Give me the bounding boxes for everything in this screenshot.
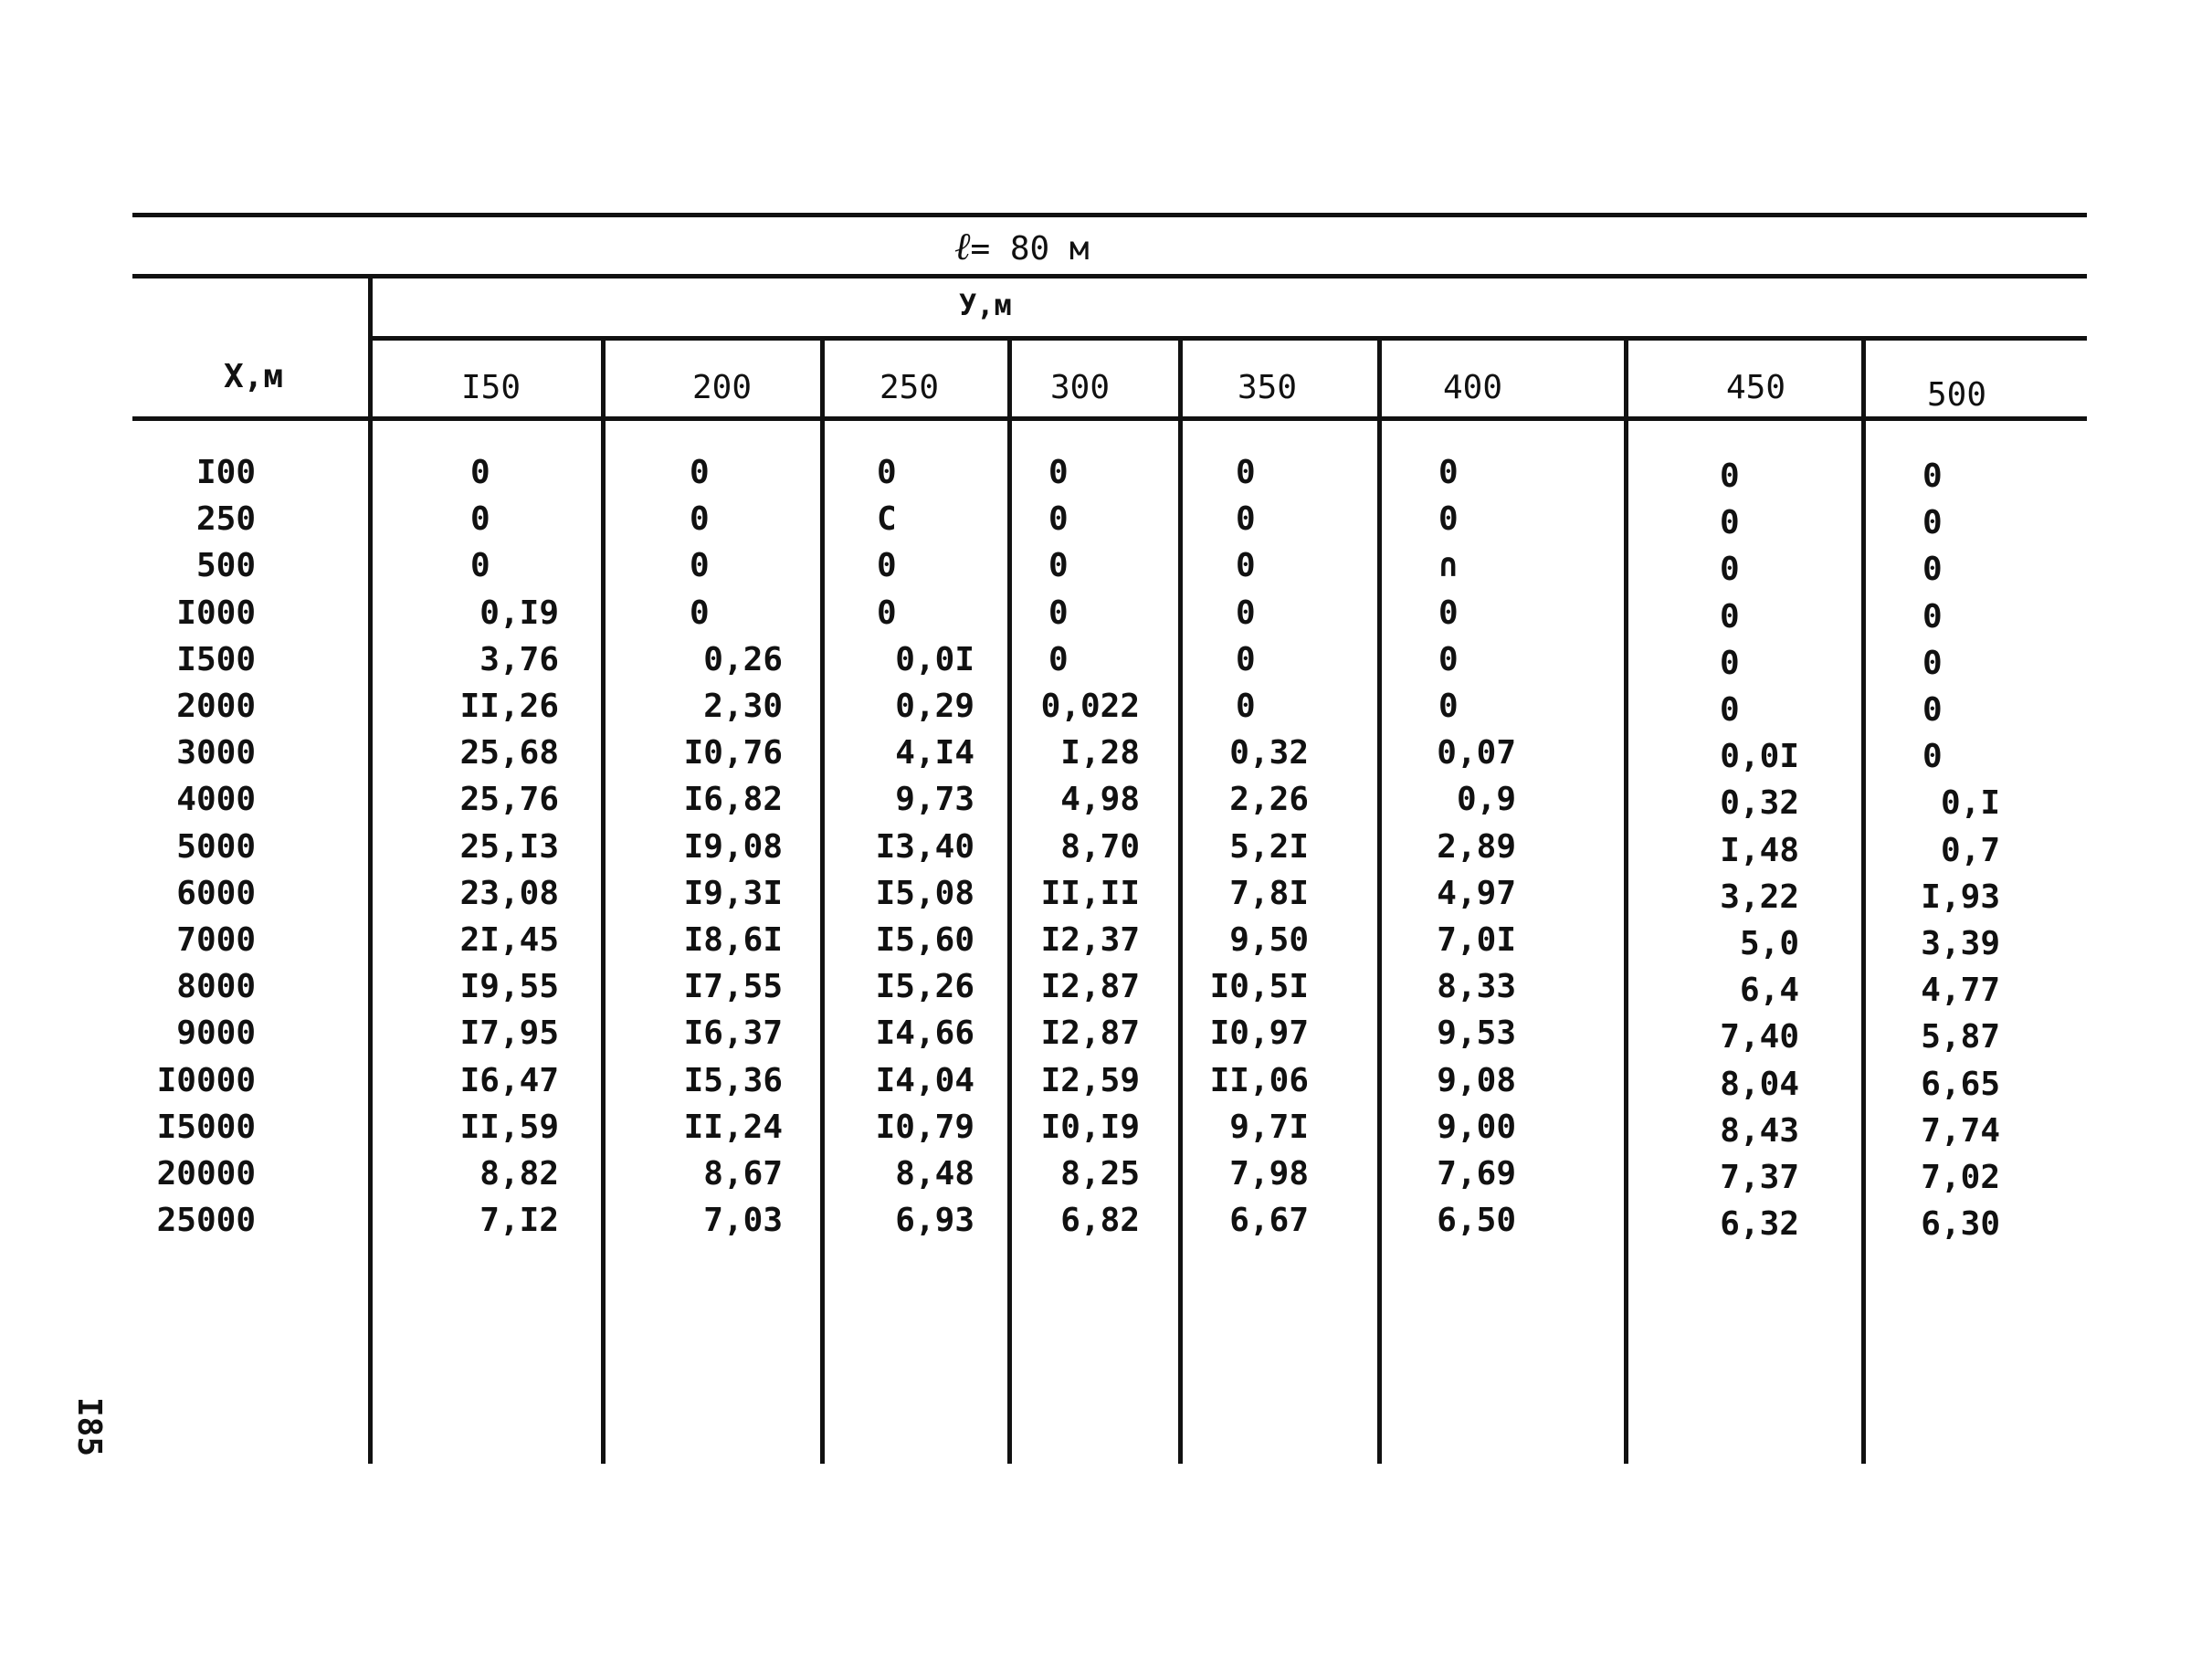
row-x-value: 25000 — [156, 1202, 256, 1240]
table-cell: 6,93 — [895, 1202, 974, 1240]
table-cell: I2,87 — [1040, 968, 1140, 1006]
table-title — [954, 224, 1090, 269]
table-cell: 0 — [690, 454, 710, 491]
title-rest: = 80 м — [970, 230, 1090, 268]
table-cell: I0,I9 — [1040, 1108, 1140, 1146]
table-cell: 2,89 — [1437, 827, 1516, 866]
table-cell: I5,60 — [875, 921, 974, 959]
table-cell: 0 — [1720, 551, 1740, 589]
table-cell: 9,00 — [1437, 1108, 1516, 1146]
table-cell: 0 — [1438, 640, 1459, 678]
table-cell: 0,I9 — [479, 594, 559, 632]
table-cell: 7,I2 — [479, 1202, 559, 1240]
table-cell: 4,97 — [1437, 874, 1516, 912]
table-cell: 6,67 — [1229, 1202, 1309, 1240]
table-cell: 7,98 — [1229, 1155, 1309, 1193]
row-x-value: 2000 — [176, 688, 256, 725]
row-x-value: 5000 — [176, 827, 256, 866]
table-cell: 8,67 — [703, 1155, 783, 1193]
table-cell: I,93 — [1921, 878, 2000, 916]
column-header: 300 — [1050, 369, 1111, 406]
table-cell: 0 — [1048, 640, 1069, 678]
table-cell: I,48 — [1720, 831, 1799, 869]
title-rule — [132, 274, 2087, 278]
table-cell: 0,7 — [1940, 831, 2000, 869]
table-cell: I2,59 — [1040, 1061, 1140, 1099]
table-cell: 0 — [877, 547, 897, 585]
table-cell: 6,50 — [1437, 1202, 1516, 1240]
table-cell: 0,022 — [1040, 688, 1140, 725]
table-cell: 8,48 — [895, 1155, 974, 1193]
row-x-value: 20000 — [156, 1155, 256, 1193]
table-cell: 0 — [1236, 500, 1256, 539]
table-cell: II,26 — [459, 688, 559, 725]
row-x-value: 4000 — [176, 781, 256, 819]
table-cell: 0 — [1720, 504, 1740, 542]
table-cell: 0 — [877, 594, 897, 632]
table-cell: I,28 — [1060, 734, 1140, 772]
row-x-value: I0000 — [156, 1061, 256, 1099]
table-cell: 0 — [1236, 547, 1256, 585]
table-cell: I3,40 — [875, 827, 974, 866]
table-cell: 7,37 — [1720, 1159, 1799, 1196]
table-cell: 0 — [1236, 454, 1256, 491]
table-cell: 0 — [1048, 547, 1069, 585]
column-header: 200 — [692, 369, 753, 406]
title-symbol: ℓ — [954, 224, 971, 268]
table-cell: I9,3I — [683, 874, 783, 912]
table-cell: C — [877, 500, 897, 539]
table-cell: I6,47 — [459, 1061, 559, 1099]
table-cell: 8,43 — [1720, 1111, 1799, 1150]
table-cell: 9,08 — [1437, 1061, 1516, 1099]
table-cell: I4,04 — [875, 1061, 974, 1099]
column-rule — [601, 338, 606, 1464]
row-x-value: I000 — [176, 594, 256, 632]
table-cell: I6,37 — [683, 1014, 783, 1053]
table-cell: 0 — [1236, 640, 1256, 678]
table-cell: ∩ — [1438, 547, 1459, 585]
table-cell: 0 — [1922, 644, 1943, 682]
table-cell: 7,02 — [1921, 1159, 2000, 1196]
table-cell: 0 — [470, 500, 490, 539]
header-bottom-rule — [132, 416, 2087, 421]
table-cell: I0,76 — [683, 734, 783, 772]
table-cell: 8,33 — [1437, 968, 1516, 1006]
row-x-value: 7000 — [176, 921, 256, 959]
table-cell: 4,I4 — [895, 734, 974, 772]
table-cell: 25,I3 — [459, 827, 559, 866]
table-cell: 6,32 — [1720, 1205, 1799, 1244]
table-cell: 0 — [1438, 594, 1459, 632]
table-cell: 8,82 — [479, 1155, 559, 1193]
table-cell: I5,36 — [683, 1061, 783, 1099]
table-cell: 3,39 — [1921, 925, 2000, 962]
table-cell: 5,0 — [1739, 925, 1799, 962]
table-cell: 0 — [1922, 691, 1943, 729]
table-cell: 0 — [1720, 691, 1740, 729]
table-cell: 4,77 — [1921, 972, 2000, 1010]
row-x-value: I00 — [195, 454, 256, 491]
y-axis-header: У,м — [959, 288, 1012, 322]
row-x-value: 6000 — [176, 874, 256, 912]
column-rule — [1624, 338, 1628, 1464]
table-cell: 0 — [1236, 688, 1256, 725]
row-x-value: I5000 — [156, 1108, 256, 1146]
column-rule — [368, 277, 373, 1464]
table-cell: 0 — [1922, 551, 1943, 589]
table-cell: 0,I — [1940, 784, 2000, 823]
table-cell: 0 — [1720, 644, 1740, 682]
table-cell: I6,82 — [683, 781, 783, 819]
table-cell: 2,30 — [703, 688, 783, 725]
table-cell: 9,73 — [895, 781, 974, 819]
column-header: 450 — [1726, 369, 1786, 406]
table-cell: 7,40 — [1720, 1018, 1799, 1056]
table-cell: 0 — [1720, 597, 1740, 636]
table-cell: 7,8I — [1229, 874, 1309, 912]
row-x-value: I500 — [176, 640, 256, 678]
table-cell: 0,0I — [895, 640, 974, 678]
column-rule — [1178, 338, 1183, 1464]
table-cell: I5,26 — [875, 968, 974, 1006]
row-x-value: 250 — [195, 500, 256, 539]
table-cell: II,II — [1040, 874, 1140, 912]
table-cell: 0 — [690, 500, 710, 539]
row-x-value: 8000 — [176, 968, 256, 1006]
table-cell: 0,29 — [895, 688, 974, 725]
column-rule — [820, 338, 825, 1464]
table-cell: 0 — [470, 547, 490, 585]
table-cell: II,59 — [459, 1108, 559, 1146]
table-cell: 0 — [1922, 738, 1943, 776]
table-cell: 9,7I — [1229, 1108, 1309, 1146]
table-cell: 6,82 — [1060, 1202, 1140, 1240]
table-cell: 7,74 — [1921, 1111, 2000, 1150]
table-cell: 0,32 — [1720, 784, 1799, 823]
table-cell: 6,65 — [1921, 1065, 2000, 1103]
table-cell: II,24 — [683, 1108, 783, 1146]
table-cell: 7,69 — [1437, 1155, 1516, 1193]
table-cell: 4,98 — [1060, 781, 1140, 819]
table-cell: 0 — [1922, 457, 1943, 495]
table-cell: I2,37 — [1040, 921, 1140, 959]
table-cell: I0,79 — [875, 1108, 974, 1146]
table-cell: I7,95 — [459, 1014, 559, 1053]
row-x-value: 500 — [195, 547, 256, 585]
table-cell: 0 — [1048, 454, 1069, 491]
table-cell: 23,08 — [459, 874, 559, 912]
column-header: 400 — [1443, 369, 1503, 406]
table-cell: I0,5I — [1209, 968, 1309, 1006]
table-cell: 0 — [470, 454, 490, 491]
row-x-value: 3000 — [176, 734, 256, 772]
table-cell: I8,6I — [683, 921, 783, 959]
table-cell: 0 — [1922, 504, 1943, 542]
table-cell: 6,30 — [1921, 1205, 2000, 1244]
table-cell: 0,07 — [1437, 734, 1516, 772]
table-cell: 6,4 — [1739, 972, 1799, 1010]
table-cell: 8,25 — [1060, 1155, 1140, 1193]
table-cell: 9,53 — [1437, 1014, 1516, 1053]
table-cell: 5,2I — [1229, 827, 1309, 866]
table-cell: 2I,45 — [459, 921, 559, 959]
table-cell: 3,22 — [1720, 878, 1799, 916]
table-cell: 25,76 — [459, 781, 559, 819]
table-cell: 0 — [1048, 594, 1069, 632]
table-cell: 7,0I — [1437, 921, 1516, 959]
table-cell: I7,55 — [683, 968, 783, 1006]
table-cell: I9,55 — [459, 968, 559, 1006]
table-cell: 0,26 — [703, 640, 783, 678]
table-cell: 25,68 — [459, 734, 559, 772]
table-cell: 3,76 — [479, 640, 559, 678]
column-header: 250 — [880, 369, 940, 406]
table-cell: 0,0I — [1720, 738, 1799, 776]
table-cell: 0 — [690, 547, 710, 585]
column-rule — [1007, 338, 1012, 1464]
table-cell: 0 — [1048, 500, 1069, 539]
table-cell: 5,87 — [1921, 1018, 2000, 1056]
table-cell: I0,97 — [1209, 1014, 1309, 1053]
table-cell: 0 — [1438, 500, 1459, 539]
column-header: 500 — [1927, 376, 1987, 414]
table-cell: I5,08 — [875, 874, 974, 912]
column-rule — [1861, 338, 1866, 1464]
top-rule — [132, 213, 2087, 217]
table-cell: I2,87 — [1040, 1014, 1140, 1053]
table-cell: 0,32 — [1229, 734, 1309, 772]
table-cell: 0 — [877, 454, 897, 491]
table-cell: 0,9 — [1456, 781, 1516, 819]
table-cell: I9,08 — [683, 827, 783, 866]
column-header: I50 — [461, 369, 521, 406]
column-header: 350 — [1238, 369, 1298, 406]
table-cell: 2,26 — [1229, 781, 1309, 819]
table-cell: 8,70 — [1060, 827, 1140, 866]
table-cell: 0 — [1922, 597, 1943, 636]
row-x-value: 9000 — [176, 1014, 256, 1053]
table-cell: 0 — [1438, 454, 1459, 491]
table-cell: 0 — [1720, 457, 1740, 495]
table-cell: II,06 — [1209, 1061, 1309, 1099]
page-number: I85 — [70, 1397, 108, 1457]
table-cell: I4,66 — [875, 1014, 974, 1053]
table-cell: 9,50 — [1229, 921, 1309, 959]
table-cell: 7,03 — [703, 1202, 783, 1240]
y-header-rule — [370, 336, 2087, 341]
table-cell: 0 — [1236, 594, 1256, 632]
table-cell: 0 — [690, 594, 710, 632]
x-axis-header: Х,м — [224, 358, 284, 395]
table-cell: 8,04 — [1720, 1065, 1799, 1103]
column-rule — [1377, 338, 1382, 1464]
table-cell: 0 — [1438, 688, 1459, 725]
